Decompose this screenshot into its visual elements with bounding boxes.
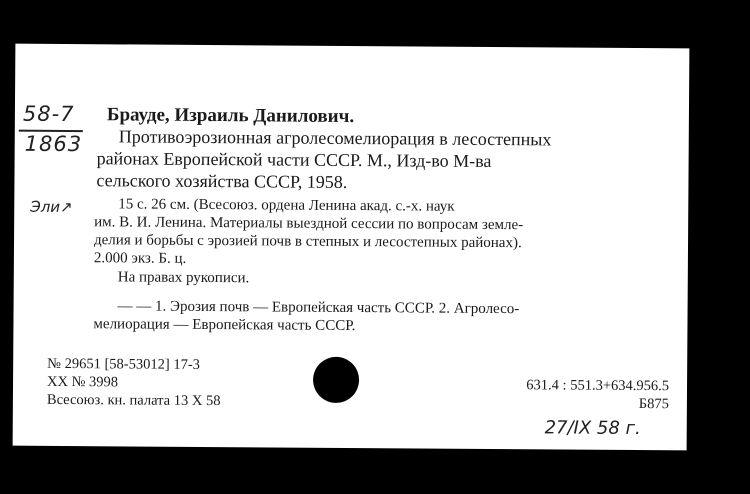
restriction-note: На правах рукописи. — [117, 269, 250, 287]
description-line-3: делия и борьбы с эрозией почв в степных и лесостепных районах). — [93, 232, 522, 252]
title-line-2: районах Европейской части СССР. М., Изд-во М-ва — [96, 148, 492, 171]
catalog-card — [13, 44, 690, 451]
title-line-3: сельского хозяйства СССР, 1958. — [96, 170, 348, 192]
margin-note: Эли↗ — [30, 197, 73, 217]
series-number: XX № 3998 — [46, 373, 119, 391]
classification-index: 631.4 : 551.3+634.956.5 — [526, 377, 670, 395]
title-line-1: Противоэрозионная агролесомелиорация в лесостепных — [118, 126, 552, 150]
registry-number: № 29651 [58-53012] 17-3 — [47, 355, 201, 373]
punch-hole — [313, 357, 359, 403]
description-line-1: 15 с. 26 см. (Всесоюз. ордена Ленина акад. с.-х. наук — [118, 196, 455, 215]
author-heading: Брауде, Израиль Данилович. — [106, 104, 355, 128]
call-number-bottom: 1863 — [24, 131, 83, 157]
handwritten-date-note: 27/IX 58 г. — [544, 417, 641, 440]
description-line-4: 2.000 экз. Б. ц. — [93, 250, 187, 267]
subject-line-2: мелиорация — Европейская часть СССР. — [93, 316, 356, 335]
book-chamber: Всесоюз. кн. палата 13 X 58 — [46, 391, 221, 410]
author-mark: Б875 — [638, 396, 669, 413]
subject-line-1: — — 1. Эрозия почв — Европейская часть СССР. 2. Агролесо- — [117, 298, 520, 318]
description-line-2: им. В. И. Ленина. Материалы выездной сессии по вопросам земле- — [94, 214, 524, 234]
call-number-top: 58-7 — [22, 101, 75, 127]
